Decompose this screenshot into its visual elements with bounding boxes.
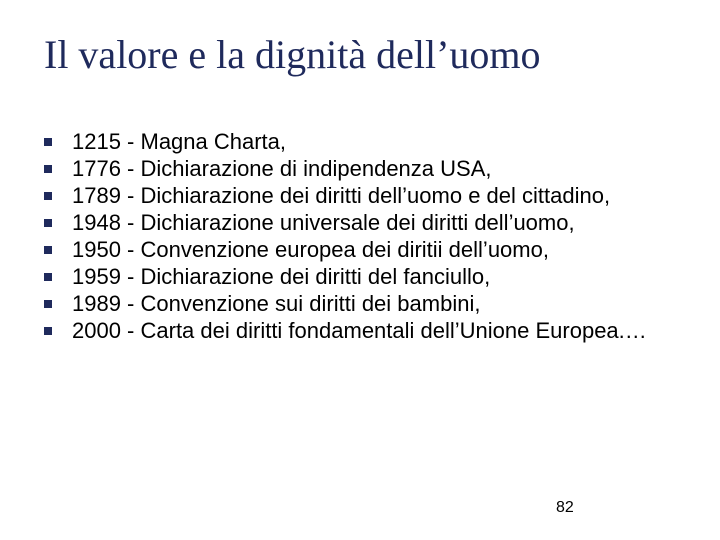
list-item [44,155,684,182]
list-item-text: 1959 - Dichiarazione dei diritti del fanciullo, [72,264,491,289]
list-item-text: 2000 - Carta dei diritti fondamentali dell’Unione Europea.… [72,318,647,343]
list-item [44,128,684,155]
square-bullet-icon [44,219,52,227]
square-bullet-icon [44,273,52,281]
square-bullet-icon [44,246,52,254]
list-item-text: 1989 - Convenzione sui diritti dei bambini, [72,291,481,316]
square-bullet-icon [44,138,52,146]
list-item-text: 1215 - Magna Charta, [72,129,287,154]
list-item [44,182,684,209]
square-bullet-icon [44,192,52,200]
page-number: 82 [556,499,574,516]
list-item-text: 1950 - Convenzione europea dei diritii dell’uomo, [72,237,549,262]
slide-title: Il valore e la dignità dell’uomo [44,32,541,77]
square-bullet-icon [44,300,52,308]
list-item [44,317,684,344]
list-item [44,209,684,236]
list-item [44,263,684,290]
list-item [44,236,684,263]
list-item-text: 1789 - Dichiarazione dei diritti dell’uomo e del cittadino, [72,183,611,208]
list-item [44,290,684,317]
square-bullet-icon [44,165,52,173]
bullet-list [44,128,684,344]
list-item-text: 1948 - Dichiarazione universale dei diritti dell’uomo, [72,210,575,235]
list-item-text: 1776 - Dichiarazione di indipendenza USA, [72,156,492,181]
square-bullet-icon [44,327,52,335]
